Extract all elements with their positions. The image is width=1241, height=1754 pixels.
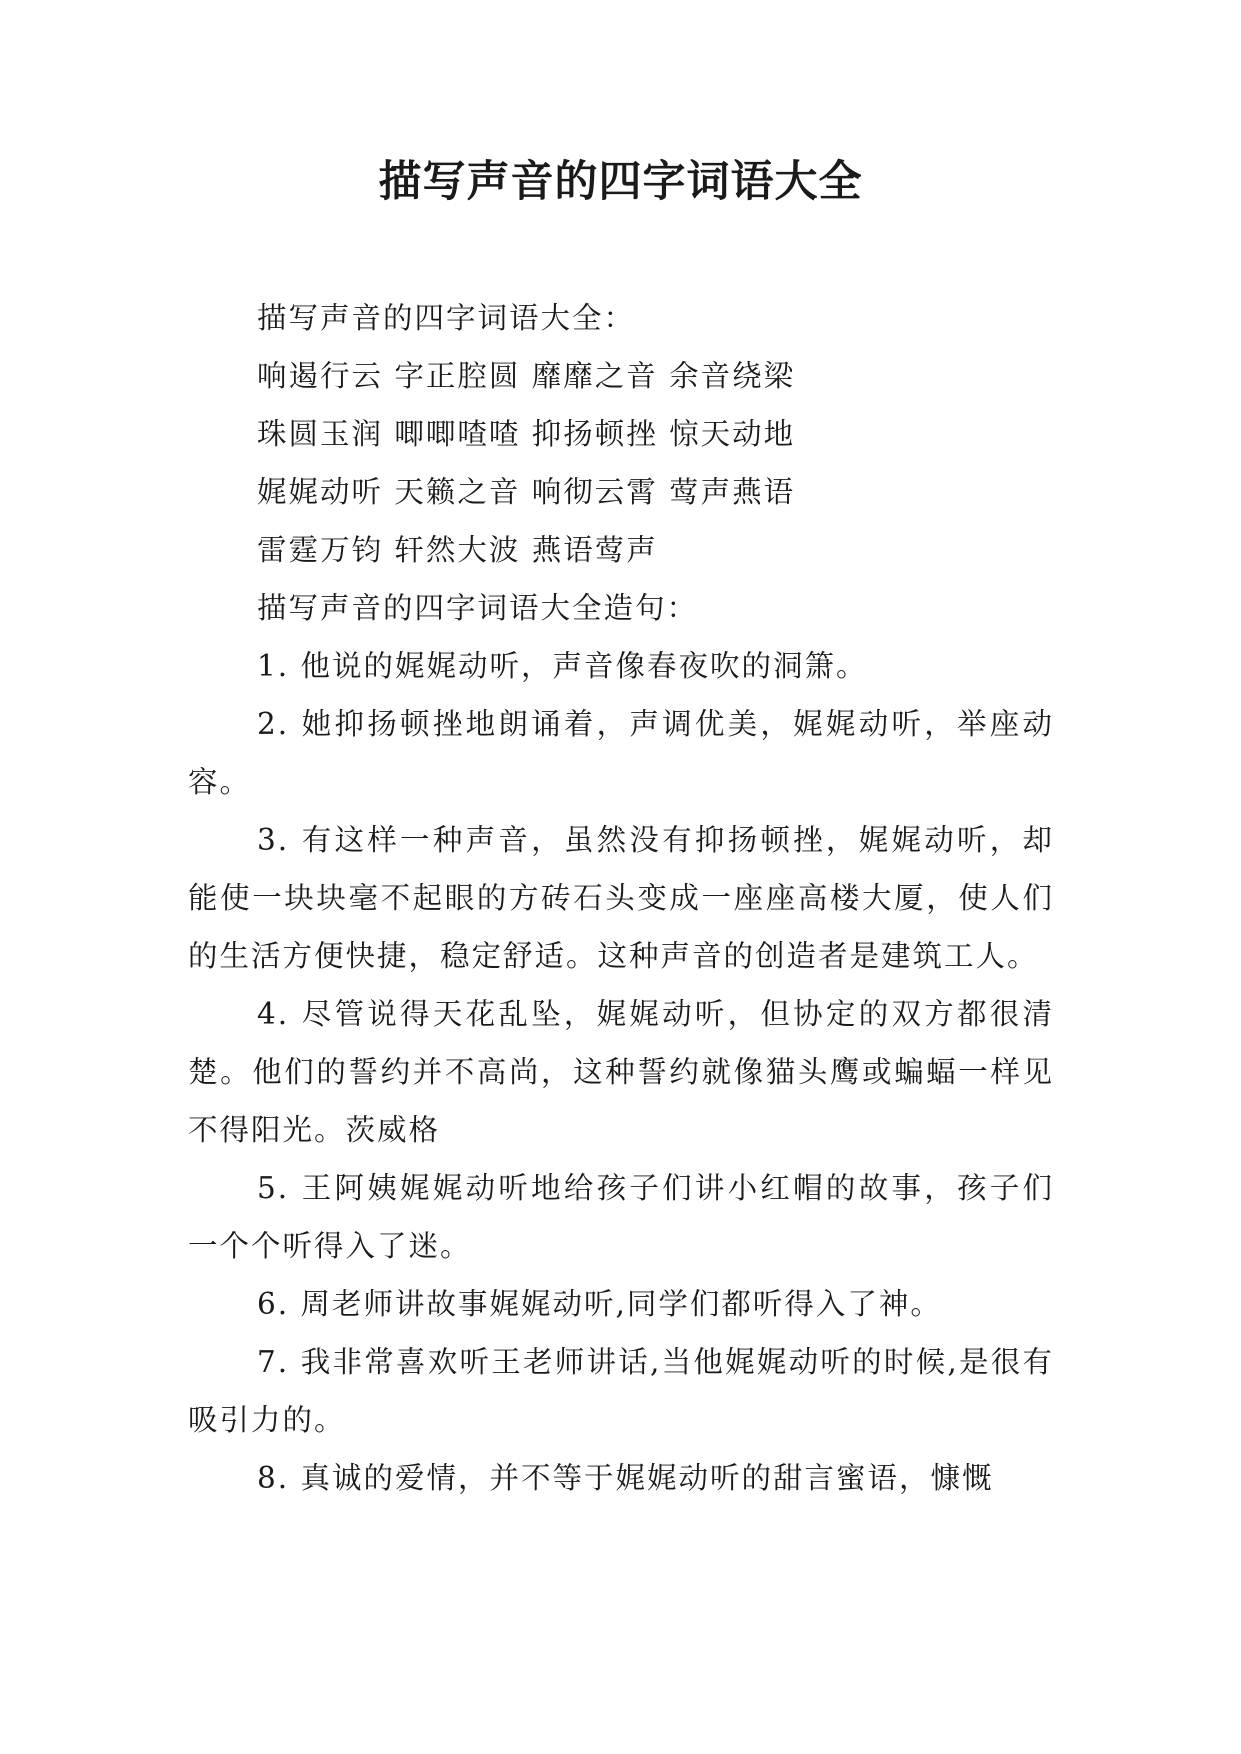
example-sentence: 5. 王阿姨娓娓动听地给孩子们讲小红帽的故事，孩子们一个个听得入了迷。 — [188, 1171, 1054, 1263]
document-body — [188, 289, 1054, 1507]
example-sentence: 8. 真诚的爱情，并不等于娓娓动听的甜言蜜语，慷慨 — [257, 1461, 994, 1495]
example-sentence: 2. 她抑扬顿挫地朗诵着，声调优美，娓娓动听，举座动容。 — [188, 707, 1054, 799]
example-sentence: 1. 他说的娓娓动听，声音像春夜吹的洞箫。 — [257, 649, 868, 683]
word-line: 响遏行云 字正腔圆 靡靡之音 余音绕梁 — [257, 359, 796, 393]
word-line: 雷霆万钧 轩然大波 燕语莺声 — [257, 533, 658, 567]
section-heading-sentences: 描写声音的四字词语大全造句： — [257, 591, 699, 625]
example-sentence: 7. 我非常喜欢听王老师讲话,当他娓娓动听的时候,是很有吸引力的。 — [188, 1345, 1054, 1437]
section-heading-words: 描写声音的四字词语大全： — [257, 301, 636, 335]
word-line: 珠圆玉润 唧唧喳喳 抑扬顿挫 惊天动地 — [257, 417, 796, 451]
word-line: 娓娓动听 天籁之音 响彻云霄 莺声燕语 — [257, 475, 796, 509]
example-sentence: 3. 有这样一种声音，虽然没有抑扬顿挫，娓娓动听，却能使一块块毫不起眼的方砖石头变成一座座高楼大厦，使人们的生活方便快捷，稳定舒适。这种声音的创造者是建筑工人。 — [188, 823, 1054, 973]
document-title: 描写声音的四字词语大全 — [378, 157, 863, 207]
example-sentence: 6. 周老师讲故事娓娓动听,同学们都听得入了神。 — [257, 1287, 942, 1321]
example-sentence: 4. 尽管说得天花乱坠，娓娓动听，但协定的双方都很清楚。他们的誓约并不高尚，这种誓约就像猫头鹰或蝙蝠一样见不得阳光。茨威格 — [188, 997, 1054, 1147]
